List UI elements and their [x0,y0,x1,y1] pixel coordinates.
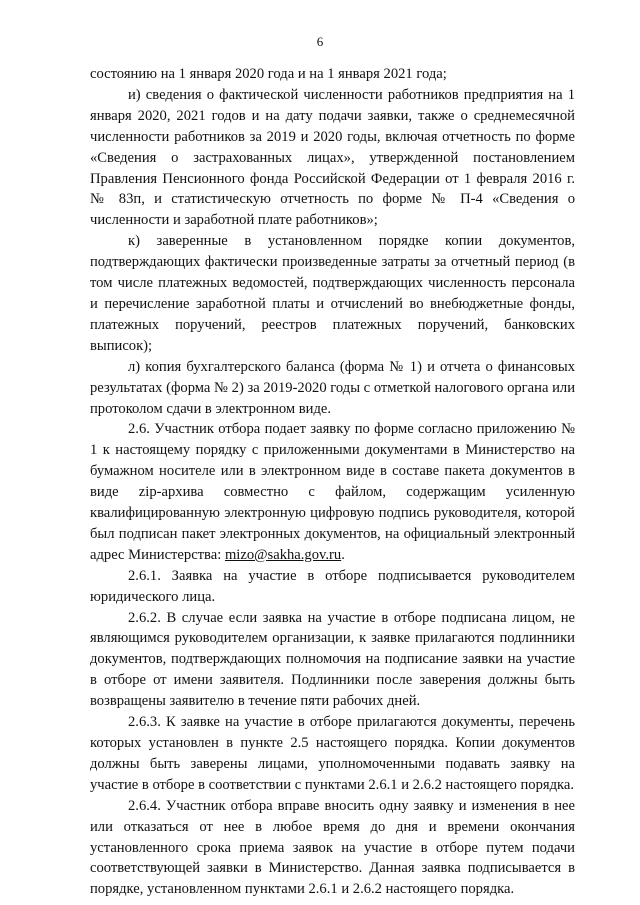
paragraph-2-6-2: 2.6.2. В случае если заявка на участие в отборе подписана лицом, не являющимся руководителем организации, к заявке прилагаются подлинники документов, подтверждающих полномочия на подписание заявки на участие в отборе от имени заявителя. Подлинники после заверения должны быть возвращены заявителю в течение пяти рабочих дней. [90,609,575,710]
document-body [90,64,575,900]
ministry-email-link[interactable]: mizo@sakha.gov.ru [224,546,342,563]
paragraph-item-k: к) заверенные в установленном порядке копии документов, подтверждающих фактически произведенные затраты за отчетный период (в том числе платежных ведомостей, подтверждающих численность персонала и перечисление заработной платы и отчислений во внебюджетные фонды, платежных поручений, реестров платежных поручений, банковских выписок); [90,233,575,354]
paragraph-2-6-suffix: . [341,546,345,563]
paragraph-item-l: л) копия бухгалтерского баланса (форма № 1) и отчета о финансовых результатах (форма № 2) за 2019-2020 годы с отметкой налогового органа или протоколом сдачи в электронном виде. [90,358,575,417]
page-number: 6 [316,34,324,49]
paragraph-2-6-3: 2.6.3. К заявке на участие в отборе прилагаются документы, перечень которых установлен в пункте 2.5 настоящего порядка. Копии документов должны быть заверены лицами, уполномоченными подавать заявку на участие в отборе в соответствии с пунктами 2.6.1 и 2.6.2 настоящего порядка. [90,714,575,793]
paragraph-item-i: и) сведения о фактической численности работников предприятия на 1 января 2020, 2021 годов и на дату подачи заявки, также о среднемесячной численности работников за 2019 и 2020 годы, включая отчетность по форме «Сведения о застрахованных лицах», утвержденной постановлением Правления Пенсионного фонда Российской Федерации от 1 февраля 2016 г. № 83п, и статистическую отчетность по форме № П-4 «Сведения о численности и заработной плате работников»; [90,86,575,229]
paragraph-2-6-1: 2.6.1. Заявка на участие в отборе подписывается руководителем юридического лица. [90,567,575,605]
paragraph-2-6-4: 2.6.4. Участник отбора вправе вносить одну заявку и изменения в нее или отказаться от нее в любое время до дня и времени окончания установленного срока приема заявок на участие в отборе путем подачи соответствующей заявки в Министерство. Данная заявка подписывается в порядке, установленном пунктами 2.6.1 и 2.6.2 настоящего порядка. [90,797,575,898]
paragraph-2-6-text: 2.6. Участник отбора подает заявку по форме согласно приложению № 1 к настоящему порядку с приложенными документами в Министерство на бумажном носителе или в электронном виде в составе пакета документов в виде zip-архива совместно с файлом, содержащим усиленную квалифицированную электронную цифровую подпись руководителя, которой был подписан пакет электронных документов, на официальный электронный адрес Министерства: [90,421,575,563]
paragraph-continuation: состоянию на 1 января 2020 года и на 1 января 2021 года; [90,66,447,82]
paragraph-2-6 [90,419,575,565]
